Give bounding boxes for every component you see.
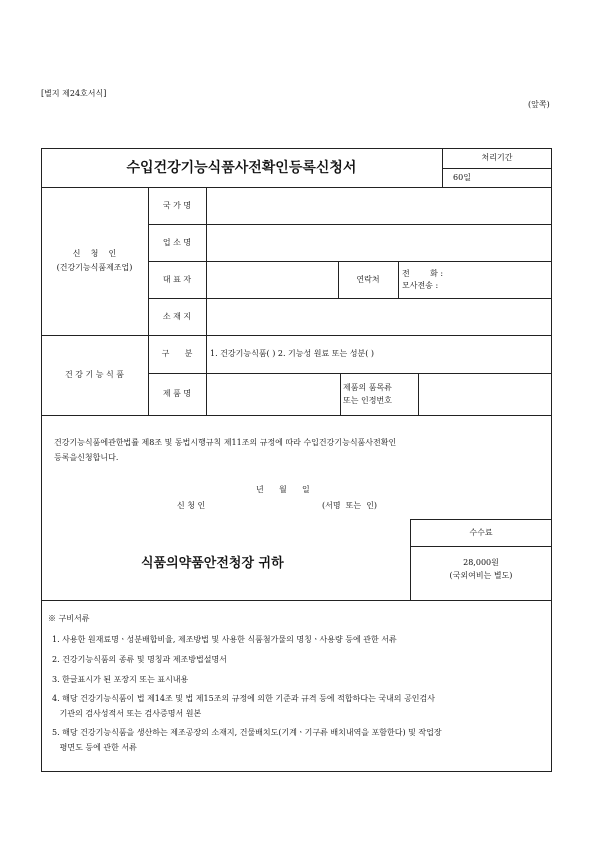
processing-period-label: 처리기간 — [481, 153, 513, 162]
document-item: 4. 해당 건강기능식품이 법 제14조 및 법 제15조의 규정에 의한 기준과 규격 등에 적합하다는 국내의 공인검사 — [52, 694, 435, 703]
category-options[interactable]: 1. 건강기능식품( ) 2. 기능성 원료 또는 성분( ) — [210, 349, 375, 358]
category-label: 구 분 — [161, 349, 193, 358]
product-name-field[interactable] — [207, 374, 339, 414]
country-label: 국 가 명 — [162, 200, 192, 210]
divider — [41, 415, 552, 416]
application-date[interactable]: 년 월 일 — [256, 485, 310, 494]
item-number-label — [343, 376, 417, 412]
phone-label: 전 화 : — [402, 269, 444, 278]
product-section-label: 건 강 기 능 식 품 — [64, 370, 125, 379]
address-label: 소 재 지 — [162, 311, 192, 321]
company-label: 업 소 명 — [162, 237, 192, 247]
declaration-line-1: 건강기능식품에관한법률 제8조 및 동법시행규칙 제11조의 규정에 따라 수입건강기능식품사전확인 — [54, 438, 397, 447]
processing-period-value: 60일 — [453, 172, 471, 182]
country-field[interactable] — [207, 188, 551, 223]
documents-heading: ※ 구비서류 — [48, 614, 90, 623]
product-name-label: 제 품 명 — [162, 389, 192, 398]
address-field[interactable] — [207, 299, 551, 334]
applicant-section-label — [41, 187, 148, 335]
representative-field[interactable] — [207, 262, 337, 297]
item-number-label-line1: 제품의 품목류 — [343, 383, 392, 392]
representative-label: 대 표 자 — [162, 274, 192, 284]
form-number: [별지 제24호서식] — [41, 89, 107, 98]
form-title: 수입건강기능식품사전확인등록신청서 — [126, 159, 357, 176]
company-field[interactable] — [207, 225, 551, 260]
page-side-label: (앞쪽) — [528, 100, 550, 109]
contact-label: 연락처 — [356, 274, 380, 284]
item-number-field[interactable] — [419, 374, 551, 414]
signature-label[interactable]: (서명 또는 인) — [322, 501, 378, 510]
document-item: 2. 건강기능식품의 종류 및 명칭과 제조방법설명서 — [52, 655, 227, 664]
divider — [340, 373, 341, 415]
fee-box — [410, 556, 552, 582]
divider — [41, 600, 552, 601]
fax-label: 모사전송 : — [402, 281, 439, 290]
fee-label: 수수료 — [469, 527, 493, 537]
fee-amount: 28,000원 — [463, 558, 499, 567]
fee-note: (국외여비는 별도) — [449, 571, 513, 580]
document-item: 3. 한글표시가 된 포장지 또는 표시내용 — [52, 675, 189, 684]
item-number-label-line2: 또는 인정번호 — [343, 396, 392, 405]
applicant-sublabel: (건강기능식품제조업) — [56, 263, 133, 272]
declaration-line-2: 등록을신청합니다. — [54, 453, 119, 462]
contact-field[interactable] — [402, 264, 550, 296]
document-item: 기관의 검사성적서 또는 검사증명서 원본 — [52, 709, 202, 718]
document-item: 1. 사용한 원재료명ㆍ성분배합비율, 제조방법 및 사용한 식품첨가물의 명칭ㆍ사용량 등에 관한 서류 — [52, 635, 397, 644]
applicant-label: 신 청 인 — [72, 249, 117, 258]
divider — [410, 546, 552, 547]
document-item: 5. 해당 건강기능식품을 생산하는 제조공장의 소재지, 건물배치도(기계ㆍ기구류 배치내역을 포함한다) 및 작업장 — [52, 728, 442, 737]
divider — [398, 261, 399, 298]
applicant-sign-label: 신 청 인 — [177, 501, 206, 510]
recipient-authority: 식품의약품안전청장 귀하 — [141, 556, 284, 571]
document-item: 평면도 등에 관한 서류 — [52, 743, 137, 752]
